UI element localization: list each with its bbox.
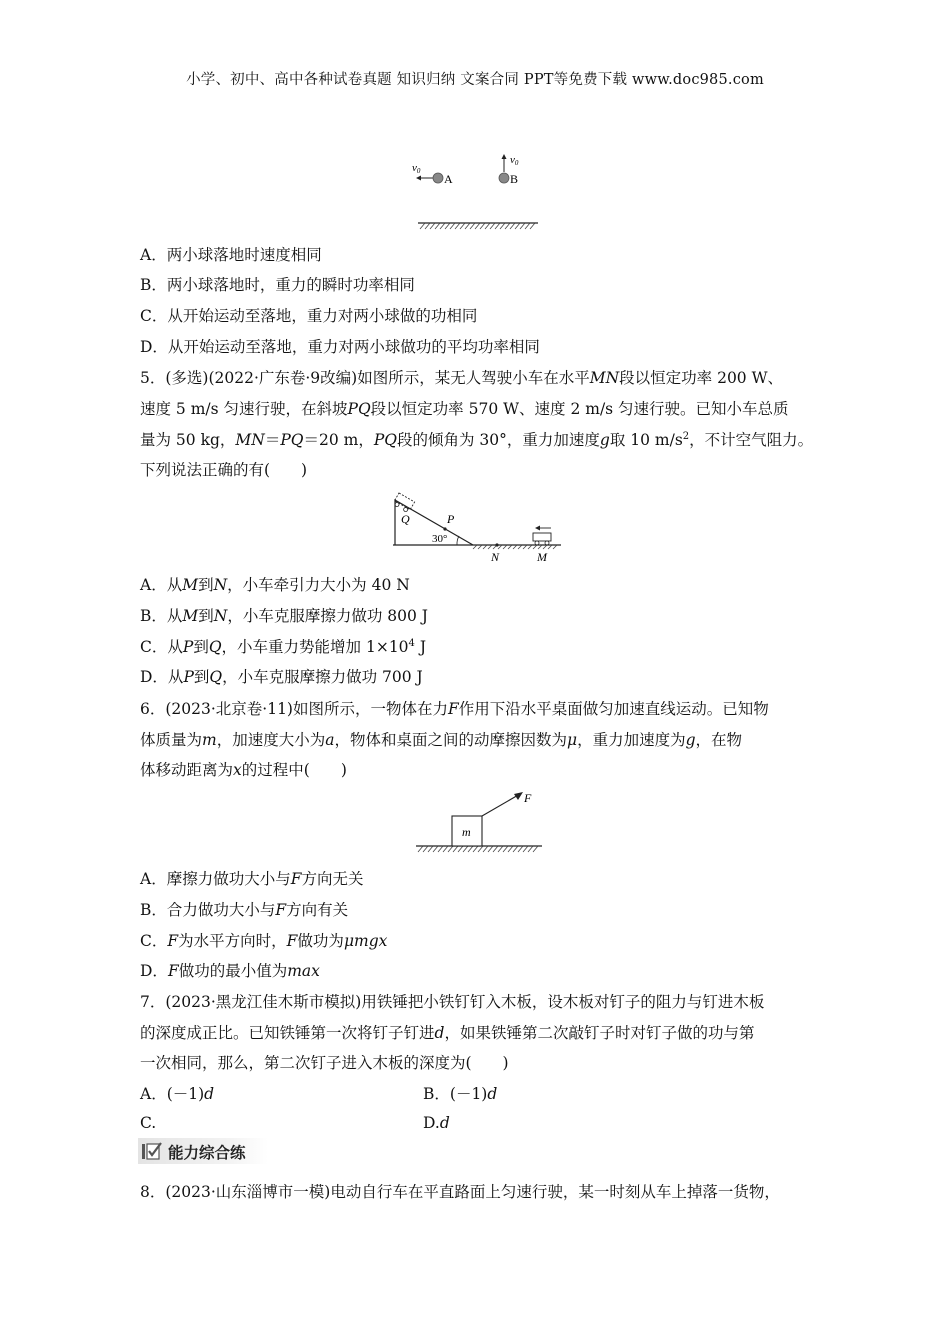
- fig2-angle-arc: [457, 536, 459, 545]
- fig1-v0-b: v0: [510, 154, 519, 167]
- q5-stem-line1: 5．(多选)(2022·广东卷·9改编)如图所示，某无人驾驶小车在水平MN段以恒定功率 200 W、: [140, 369, 784, 387]
- page-header: 小学、初中、高中各种试卷真题 知识归纳 文案合同 PPT等免费下载 www.doc985.com: [186, 72, 764, 88]
- fig1-hatching: [420, 223, 535, 229]
- fig2-car-on-slope: [393, 493, 415, 513]
- q7-option-b: B．(－1)d: [423, 1085, 498, 1103]
- q6-stem-line2: 体质量为m，加速度大小为a，物体和桌面之间的动摩擦因数为μ，重力加速度为g，在物: [140, 731, 743, 749]
- force-arrow: [482, 794, 520, 816]
- fig3-hatching: [418, 846, 538, 852]
- fig1-arrowhead-b: [502, 154, 507, 159]
- q6-option-a: A．摩擦力做功大小与F方向无关: [140, 870, 364, 888]
- q7-option-c: C.: [140, 1114, 157, 1132]
- q5-option-c: C．从P到Q，小车重力势能增加 $1\times 10^4$ J: [140, 638, 427, 656]
- section-check-icon: [141, 1141, 163, 1161]
- q7-option-a: A．(－1)d: [140, 1085, 215, 1103]
- q5-stem-line2: 速度 5 m/s 匀速行驶，在斜坡PQ段以恒定功率 570 W、速度 2 m/s 匀速行驶。已知小车总质: [140, 400, 789, 418]
- ball-b: [499, 173, 509, 183]
- q7-stem-line2: 的深度成正比。已知铁锤第一次将钉子钉进d，如果铁锤第二次敲钉子时对钉子做的功与第: [140, 1024, 755, 1042]
- ball-a: [433, 173, 443, 183]
- figure-block-force: [410, 790, 550, 855]
- q7-stem-line3: 一次相同，那么，第二次钉子进入木板的深度为( ): [140, 1054, 509, 1072]
- q4-option-c: C．从开始运动至落地，重力对两小球做的功相同: [140, 307, 478, 325]
- fig1-label-b: B: [510, 172, 519, 186]
- fig2-label-n: N: [491, 550, 500, 564]
- fig1-label-a: A: [444, 172, 453, 186]
- q6-option-d: D．F做功的最小值为max: [140, 962, 320, 980]
- q6-option-b: B．合力做功大小与F方向有关: [140, 901, 349, 919]
- fig2-label-m: M: [537, 550, 547, 564]
- fig3-label-f: F: [524, 791, 532, 805]
- q7-option-d: D.d: [423, 1114, 450, 1132]
- q8-stem-line1: 8．(2023·山东淄博市一模)电动自行车在平直路面上匀速行驶，某一时刻从车上掉落一货物，: [140, 1183, 780, 1201]
- q5-option-d: D．从P到Q，小车克服摩擦力做功 700 J: [140, 668, 423, 686]
- q5-stem-line3: 量为 50 kg，MN＝PQ＝20 m，PQ段的倾角为 30°，重力加速度g取 10 $m/s^2$，不计空气阻力。: [140, 431, 814, 449]
- fig1-v0-a: v0: [412, 162, 421, 175]
- q6-stem-line3: 体移动距离为x的过程中( ): [140, 761, 347, 779]
- fig2-car-at-m: [533, 526, 551, 546]
- q6-option-c: C．F为水平方向时，F做功为μmgx: [140, 932, 388, 950]
- fig1-arrowhead-a: [416, 176, 421, 181]
- force-arrowhead: [514, 792, 523, 800]
- q5-option-a: A．从M到N，小车牵引力大小为 40 N: [140, 576, 410, 594]
- fig2-label-q: Q: [401, 512, 410, 526]
- fig3-label-m: m: [462, 825, 471, 839]
- fig2-point-n: [495, 543, 498, 546]
- fig2-angle-label: 30°: [432, 533, 448, 545]
- section-title: 能力综合练: [168, 1144, 246, 1162]
- fig2-point-p: [443, 527, 446, 530]
- q6-stem-line1: 6．(2023·北京卷·11)如图所示，一物体在力F作用下沿水平桌面做匀加速直线运动。已知物: [140, 700, 769, 718]
- q5-option-b: B．从M到N，小车克服摩擦力做功 800 J: [140, 607, 428, 625]
- q4-option-b: B．两小球落地时，重力的瞬时功率相同: [140, 276, 415, 294]
- q4-option-a: A．两小球落地时速度相同: [140, 246, 322, 264]
- figure-incline: [385, 485, 565, 565]
- figure-balls: [400, 145, 560, 235]
- q5-stem-line4: 下列说法正确的有( ): [140, 461, 308, 479]
- q4-option-d: D．从开始运动至落地，重力对两小球做功的平均功率相同: [140, 338, 540, 356]
- section-header: [138, 1138, 268, 1164]
- q7-stem-line1: 7．(2023·黑龙江佳木斯市模拟)用铁锤把小铁钉钉入木板，设木板对钉子的阻力与钉进木板: [140, 993, 765, 1011]
- fig2-label-p: P: [447, 512, 455, 526]
